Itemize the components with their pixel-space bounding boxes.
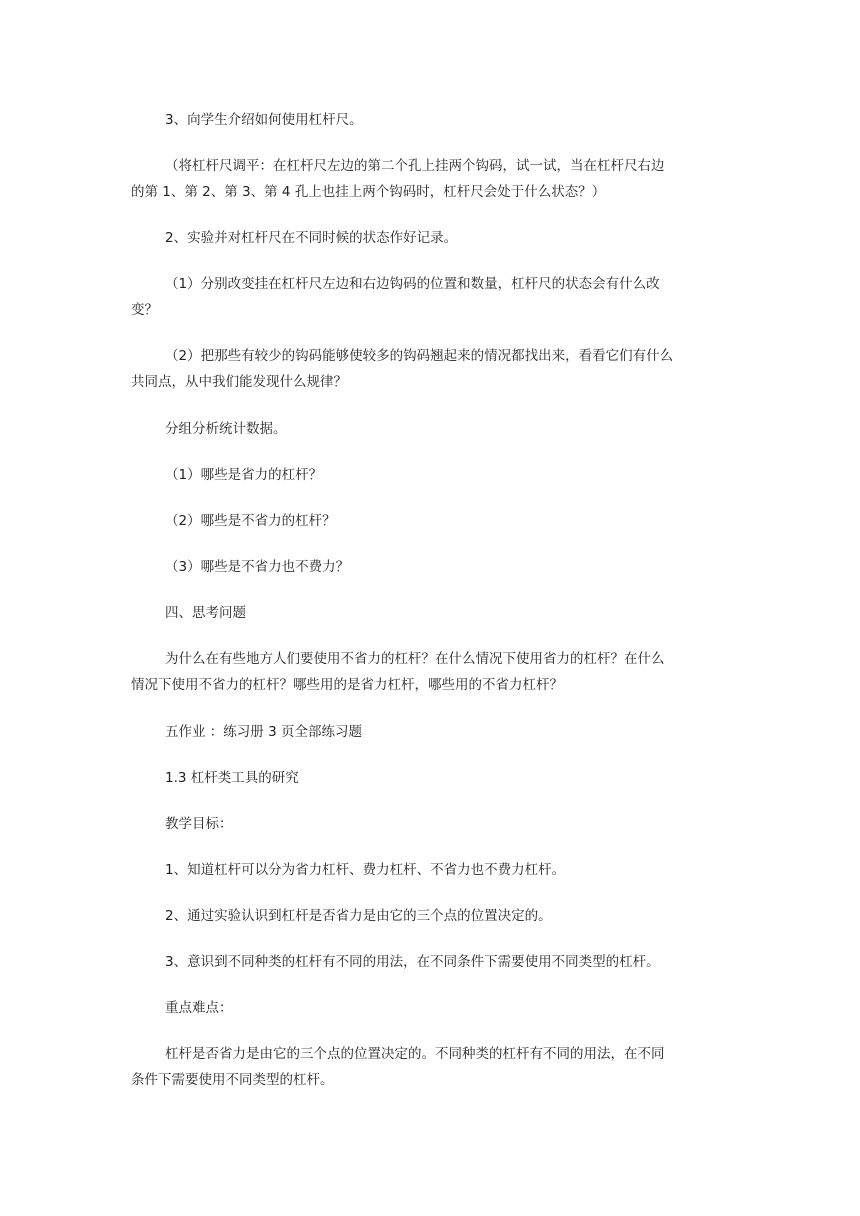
text-line: 共同点，从中我们能发现什么规律？: [131, 374, 347, 390]
paragraph-homework: [131, 719, 731, 745]
text-line: 为什么在有些地方人们要使用不省力的杠杆？在什么情况下使用省力的杠杆？在什么: [165, 651, 665, 667]
paragraph-question-2: [131, 508, 731, 534]
text-line: 3、意识到不同种类的杠杆有不同的用法，在不同条件下需要使用不同类型的杠杆。: [165, 954, 660, 970]
text-line: （将杠杆尺调平：在杠杆尺左边的第二个孔上挂两个钩码，试一试，当在杠杆尺右边: [165, 158, 665, 174]
text-line: （2）把那些有较少的钩码能够使较多的钩码翘起来的情况都找出来，看看它们有什么: [165, 348, 674, 364]
text-line: 2、通过实验认识到杠杆是否省力是由它的三个点的位置决定的。: [165, 908, 552, 924]
paragraph-lever-ruler-intro: [131, 107, 731, 133]
paragraph-experiment-record: [131, 225, 731, 251]
text-line: 变？: [131, 302, 158, 318]
paragraph-step-2: [131, 343, 731, 395]
text-line: 杠杆是否省力是由它的三个点的位置决定的。不同种类的杠杆有不同的用法，在不同: [165, 1046, 665, 1062]
lesson-title: [131, 765, 731, 791]
paragraph-step-1: [131, 271, 731, 323]
section-heading-think: [131, 600, 731, 626]
text-line: （3）哪些是不省力也不费力？: [165, 559, 350, 575]
text-line: 重点难点：: [165, 1000, 233, 1016]
text-line: 1.3 杠杆类工具的研究: [165, 770, 299, 786]
text-line: 条件下需要使用不同类型的杠杆。: [131, 1072, 334, 1088]
text-line: （1）哪些是省力的杠杆？: [165, 467, 323, 483]
text-line: 3、向学生介绍如何使用杠杆尺。: [165, 112, 363, 128]
text-line: 五作业 ：练习册 3 页全部练习题: [165, 724, 362, 740]
text-line: 1、知道杠杆可以分为省力杠杆、费力杠杆、不省力也不费力杠杆。: [165, 862, 566, 878]
paragraph-question-3: [131, 554, 731, 580]
text-line: 四、思考问题: [165, 605, 246, 621]
text-line: 教学目标：: [165, 816, 233, 832]
text-line: 的第 1、第 2、第 3、第 4 孔上也挂上两个钩码时，杠杆尺会处于什么状态？）: [131, 184, 606, 200]
paragraph-key-points: [131, 1041, 731, 1093]
paragraph-objective-2: [131, 903, 731, 929]
paragraph-question-1: [131, 462, 731, 488]
text-line: 情况下使用不省力的杠杆？哪些用的是省力杠杆，哪些用的不省力杠杆？: [131, 677, 563, 693]
paragraph-objective-3: [131, 949, 731, 975]
paragraph-think-questions: [131, 646, 731, 698]
text-line: （1）分别改变挂在杠杆尺左边和右边钩码的位置和数量，杠杆尺的状态会有什么改: [165, 276, 660, 292]
text-line: 分组分析统计数据。: [165, 421, 287, 437]
paragraph-group-analysis: [131, 416, 731, 442]
text-line: 2、实验并对杠杆尺在不同时候的状态作好记录。: [165, 230, 458, 246]
section-heading-objectives: [131, 811, 731, 837]
text-line: （2）哪些是不省力的杠杆？: [165, 513, 336, 529]
paragraph-balance-instruction: [131, 153, 731, 205]
section-heading-key-points: [131, 995, 731, 1021]
paragraph-objective-1: [131, 857, 731, 883]
